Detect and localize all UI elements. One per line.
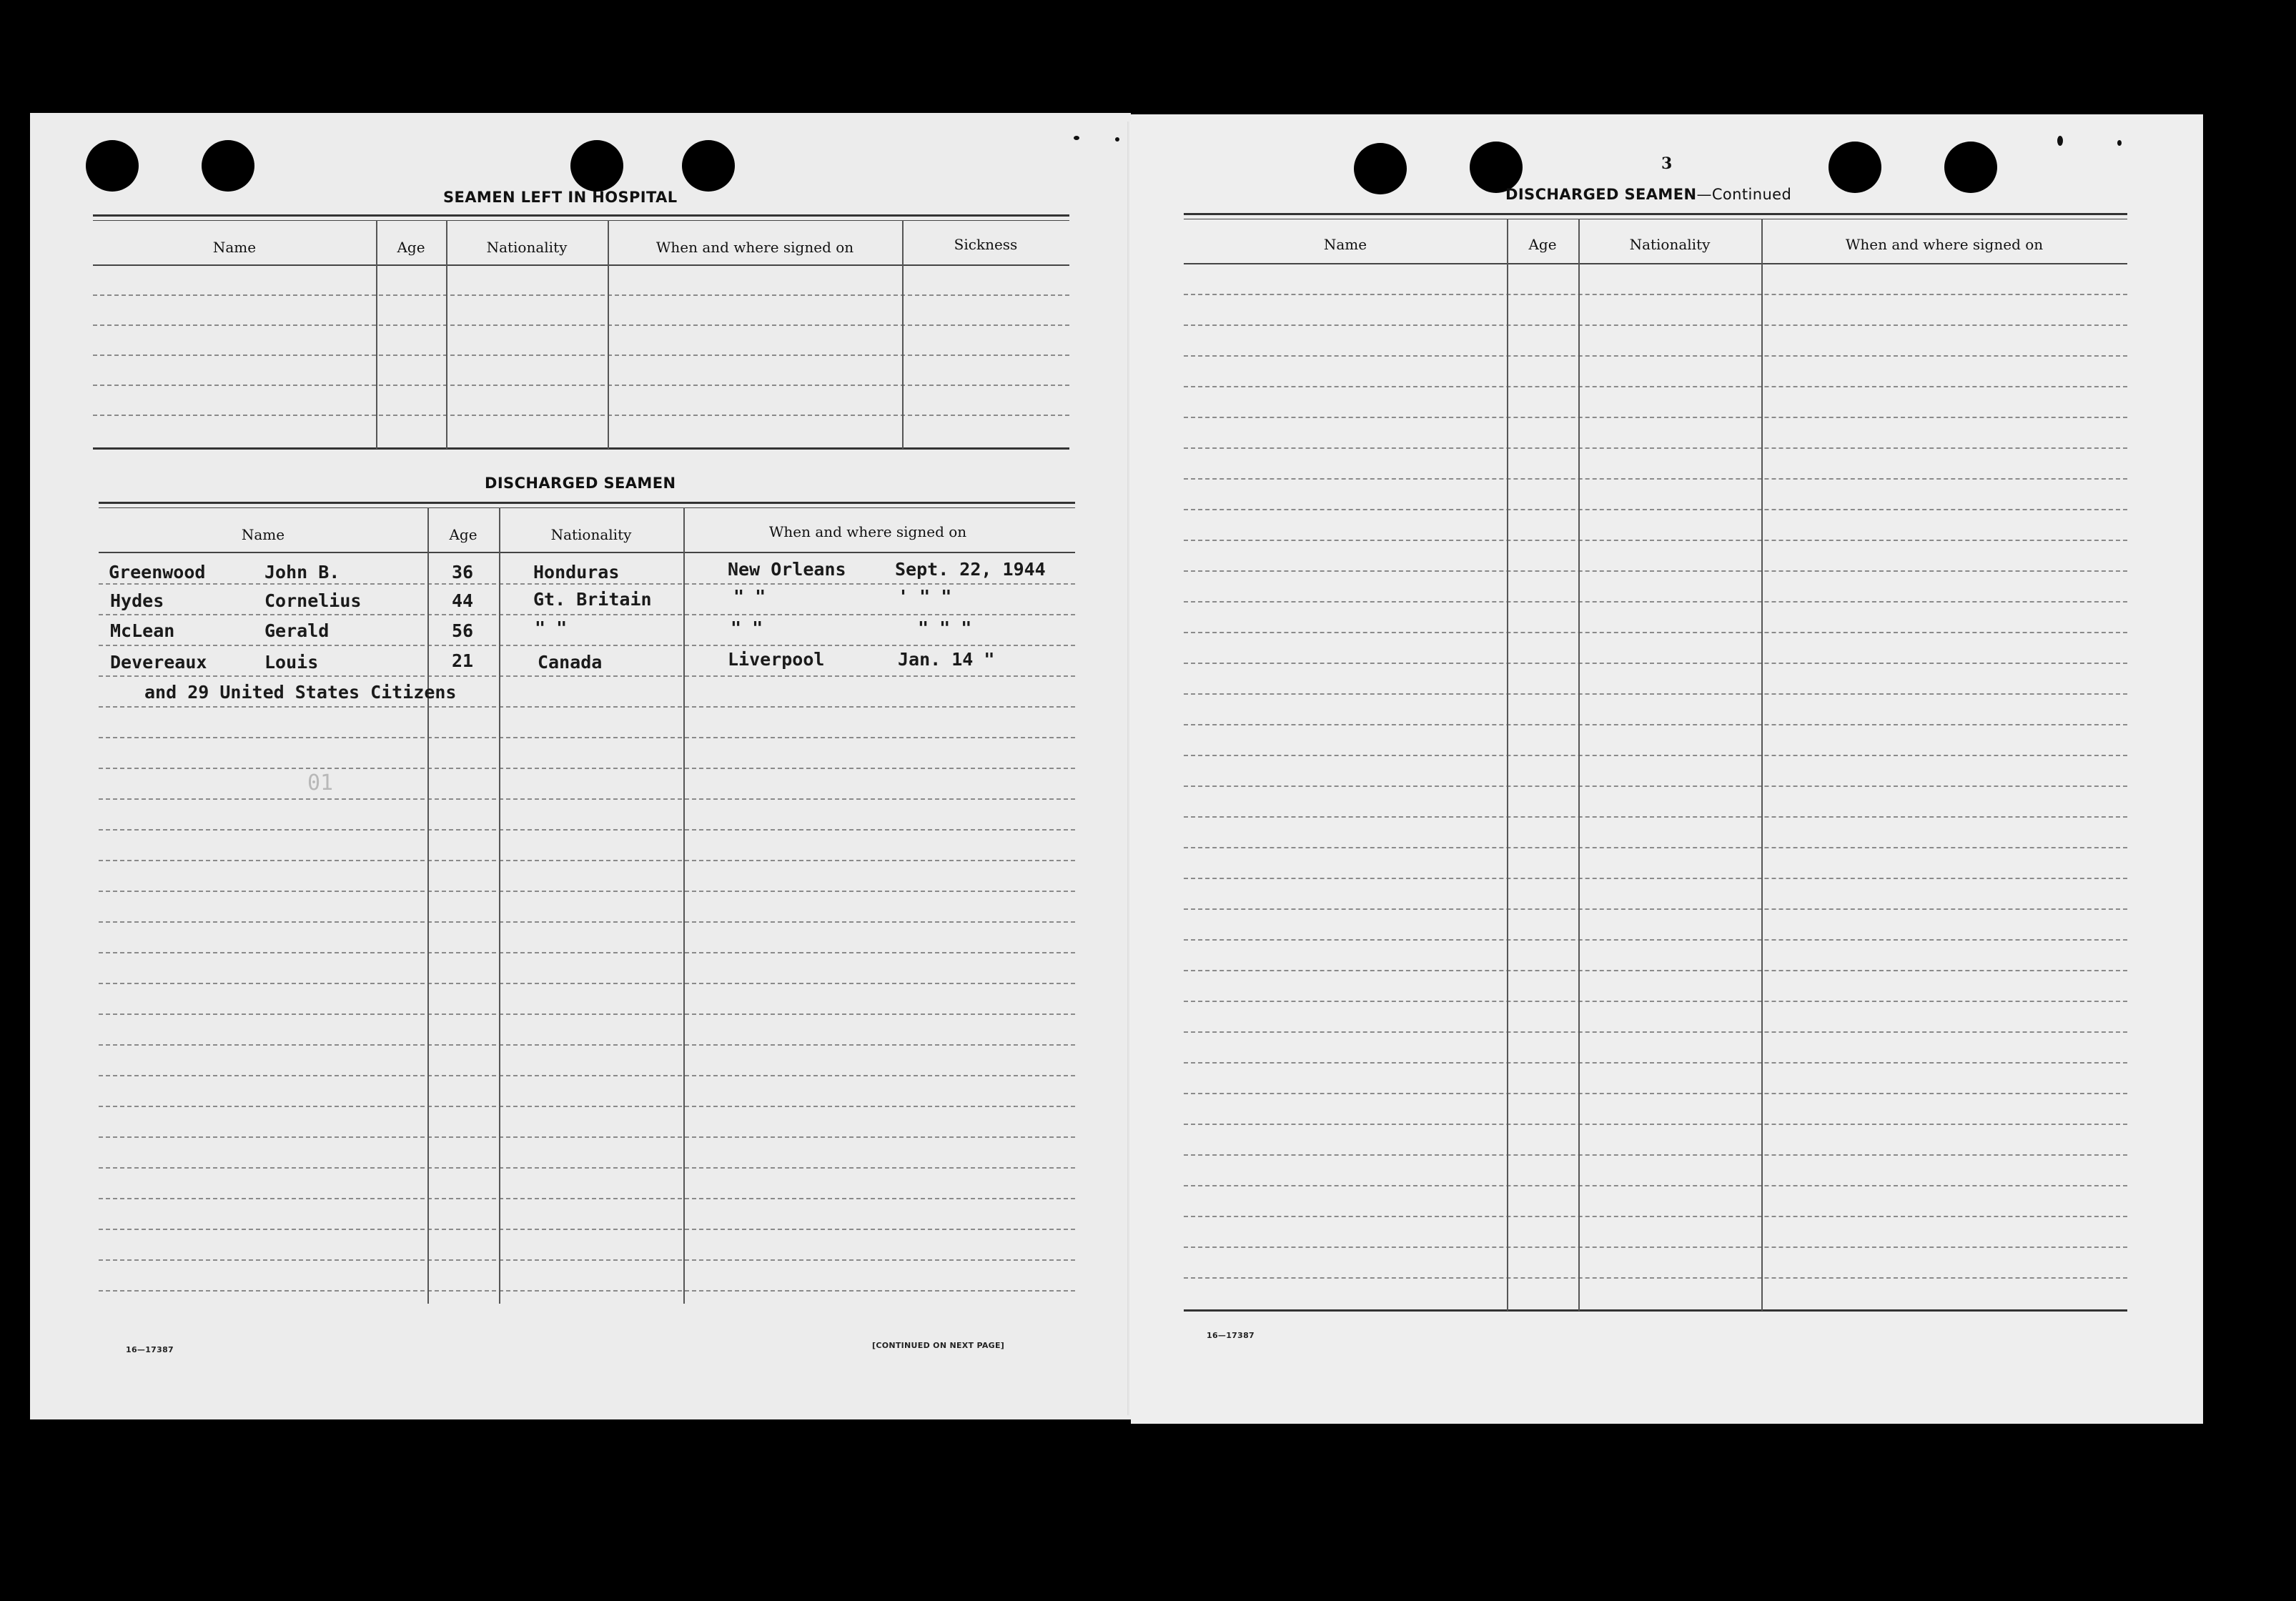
- punch-hole: [1944, 142, 1997, 193]
- hospital-col-age: Age: [397, 239, 425, 256]
- speck: [2057, 136, 2063, 146]
- faint-stamp-mark: 01: [307, 770, 334, 795]
- table-row-place: New Orleans: [728, 559, 846, 580]
- table-row-age: 56: [452, 620, 474, 641]
- discharged-col-nationality: Nationality: [550, 526, 632, 543]
- hospital-table: [93, 214, 1069, 456]
- form-number: 16—17387: [126, 1345, 174, 1354]
- continued-col-signed-on: When and where signed on: [1845, 236, 2044, 253]
- continued-col-nationality: Nationality: [1629, 236, 1711, 253]
- punch-hole: [86, 140, 139, 192]
- form-number: 16—17387: [1207, 1331, 1255, 1340]
- table-row-nationality: Canada: [538, 652, 603, 673]
- discharged-title: DISCHARGED SEAMEN: [485, 475, 676, 492]
- table-row-nationality: Honduras: [533, 562, 620, 583]
- table-row-age: 44: [452, 590, 474, 611]
- punch-hole: [570, 140, 623, 192]
- discharged-col-age: Age: [449, 526, 477, 543]
- discharged-continued-title-suffix: —Continued: [1696, 186, 1792, 203]
- table-row-date: " " ": [918, 618, 972, 638]
- table-row-given: Cornelius: [264, 590, 362, 611]
- table-row-surname: Hydes: [110, 590, 164, 611]
- punch-hole: [682, 140, 735, 192]
- table-row-surname: Greenwood: [109, 562, 206, 583]
- table-row-date: Jan. 14 ": [898, 649, 995, 670]
- continued-col-name: Name: [1323, 236, 1367, 253]
- table-row-date: Sept. 22, 1944: [895, 559, 1046, 580]
- table-row-place: Liverpool: [728, 649, 825, 670]
- discharged-col-signed-on: When and where signed on: [768, 523, 967, 540]
- table-row-place: " ": [731, 618, 763, 638]
- discharged-continued-table: [1184, 213, 2127, 1325]
- left-page: [30, 113, 1131, 1419]
- punch-hole: [1354, 143, 1407, 194]
- continued-col-age: Age: [1528, 236, 1557, 253]
- table-row-nationality: " ": [535, 618, 568, 638]
- discharged-continued-title-main: DISCHARGED SEAMEN: [1505, 186, 1697, 203]
- discharged-continued-title: [1505, 186, 1791, 203]
- table-row-date: ' " ": [898, 586, 952, 607]
- table-row-age: 21: [452, 650, 474, 671]
- citizens-note: and 29 United States Citizens: [144, 682, 457, 703]
- hospital-col-sickness: Sickness: [954, 236, 1018, 253]
- table-row-age: 36: [452, 562, 474, 583]
- hospital-title: SEAMEN LEFT IN HOSPITAL: [443, 189, 678, 206]
- table-row-nationality: Gt. Britain: [533, 589, 652, 610]
- table-row-given: John B.: [264, 562, 340, 583]
- table-row-given: Gerald: [264, 620, 330, 641]
- right-page: [1131, 114, 2203, 1424]
- page-number: 3: [1661, 154, 1673, 173]
- discharged-table: [99, 502, 1075, 1332]
- punch-hole: [1829, 142, 1881, 193]
- hospital-col-signed-on: When and where signed on: [655, 239, 854, 256]
- punch-hole: [202, 140, 254, 192]
- speck: [2117, 140, 2122, 146]
- table-row-surname: McLean: [110, 620, 175, 641]
- table-row-given: Louis: [264, 652, 319, 673]
- continued-note: [CONTINUED ON NEXT PAGE]: [872, 1341, 1005, 1350]
- hospital-col-name: Name: [212, 239, 257, 256]
- discharged-col-name: Name: [241, 526, 285, 543]
- table-row-place: " ": [733, 586, 766, 607]
- table-row-surname: Devereaux: [110, 652, 207, 673]
- speck: [1115, 137, 1119, 142]
- speck: [1074, 136, 1079, 140]
- hospital-col-nationality: Nationality: [486, 239, 568, 256]
